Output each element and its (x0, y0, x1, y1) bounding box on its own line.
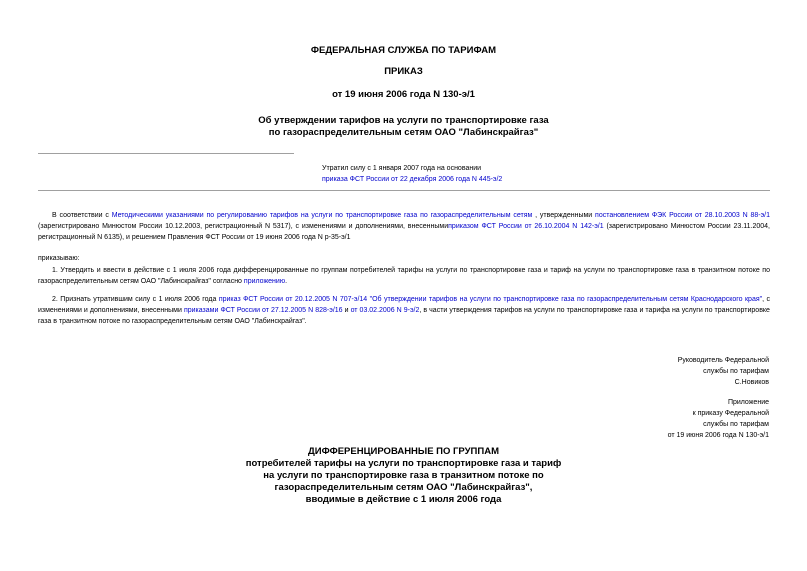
doc-date: от 19 июня 2006 года N 130-э/1 (332, 89, 475, 100)
item-1-paragraph (38, 265, 770, 287)
signature-name: С.Новиков (734, 379, 769, 386)
doc-type: ПРИКАЗ (384, 66, 423, 77)
intro-text-3: (зарегистрировано Минюстом России 10.12.2003, регистрационный N 5317), с изменениями и дополнениями, внесенными (38, 223, 449, 230)
intro-text-2: , утвержденными (532, 212, 596, 219)
status-note (322, 163, 502, 185)
fek-resolution-link[interactable]: постановлением ФЭК России от 28.10.2003 N 88-э/1 (595, 212, 771, 219)
appendix-header-block (668, 397, 769, 441)
signature-block (678, 355, 769, 388)
methodical-guidelines-link[interactable]: Методическими указаниями по регулированию тарифов на услуги по транспортировке газа по газораспределительным сетям (111, 212, 533, 219)
appendix-title-line2: потребителей тарифы на услуги по транспортировке газа и тариф (245, 458, 562, 469)
fst-order-828-link[interactable]: приказами ФСТ России от 27.12.2005 N 828-э/16 (183, 307, 343, 314)
item-2-paragraph (38, 294, 770, 327)
appendix-ref-3: от 19 июня 2006 года N 130-э/1 (667, 432, 769, 439)
appendix-label: Приложение (727, 399, 769, 406)
fst-order-9-link[interactable]: от 03.02.2006 N 9-э/2 (350, 307, 420, 314)
appendix-link[interactable]: приложению (243, 278, 286, 285)
appendix-title-line4: газораспределительным сетям ОАО "Лабинскрайгаз", (274, 482, 533, 493)
divider-bottom (38, 190, 770, 191)
item-2-text-1: 2. Признать утратившим силу с 1 июля 2006 года (52, 296, 219, 303)
item-1-end: . (285, 278, 288, 285)
appendix-title-line5: вводимые в действие с 1 июля 2006 года (305, 494, 502, 505)
status-note-text: Утратил силу с 1 января 2007 года на основании (322, 165, 482, 172)
item-1-text: 1. Утвердить и ввести в действие с 1 июля 2006 года дифференцированные по группам потребителей тарифы на услуги по транспортировке газа и тариф на услуги по транспортировке газа в транзитном потоке по газораспределительным сетям ОАО "Лабинскрайгаз" согласно (38, 267, 770, 285)
intro-text-4: (зарегистрировано Минюстом России 23.11.2004, регистрационный N 6135), и решением Правления ФСТ России от 19 июня 2006 года N р-35-э/1 (38, 223, 770, 241)
doc-title-line1: Об утверждении тарифов на услуги по транспортировке газа (258, 115, 549, 126)
appendix-ref-2: службы по тарифам (703, 421, 769, 428)
divider-top (38, 153, 294, 154)
appendix-title-line3: на услуги по транспортировке газа в транзитном потоке по (263, 470, 544, 481)
intro-paragraph (38, 210, 770, 243)
signature-position-1: Руководитель Федеральной (677, 357, 769, 364)
appendix-title-line1: ДИФФЕРЕНЦИРОВАННЫЕ ПО ГРУППАМ (308, 446, 499, 457)
doc-title-line2: по газораспределительным сетям ОАО "Лабинскрайгаз" (268, 127, 539, 138)
agency-name: ФЕДЕРАЛЬНАЯ СЛУЖБА ПО ТАРИФАМ (310, 45, 497, 56)
item-2-text-2: , с изменениями и дополнениями, внесенными (38, 296, 771, 314)
item-2-text-4: , в части утверждения тарифов на услуги по транспортировке газа и тарифа на услуги по транспортировке газа в транзитном потоке по газораспределительным сетям ОАО "Лабинскрайгаз". (38, 307, 770, 325)
item-2-text-3: и (342, 307, 351, 314)
intro-text-1: В соответствии с (52, 212, 112, 219)
signature-position-2: службы по тарифам (703, 368, 769, 375)
fst-order-2004-link[interactable]: приказом ФСТ России от 26.10.2004 N 142-э/1 (448, 223, 604, 230)
status-note-link[interactable]: приказа ФСТ России от 22 декабря 2006 года N 445-э/2 (322, 176, 503, 183)
fst-order-707-link[interactable]: приказ ФСТ России от 20.12.2005 N 707-э/14 "Об утверждении тарифов на услуги по транспортировке газа по газораспределительным сетям Краснодарского края" (218, 296, 763, 303)
appendix-ref-1: к приказу Федеральной (692, 410, 769, 417)
order-word: приказываю: (38, 255, 80, 262)
